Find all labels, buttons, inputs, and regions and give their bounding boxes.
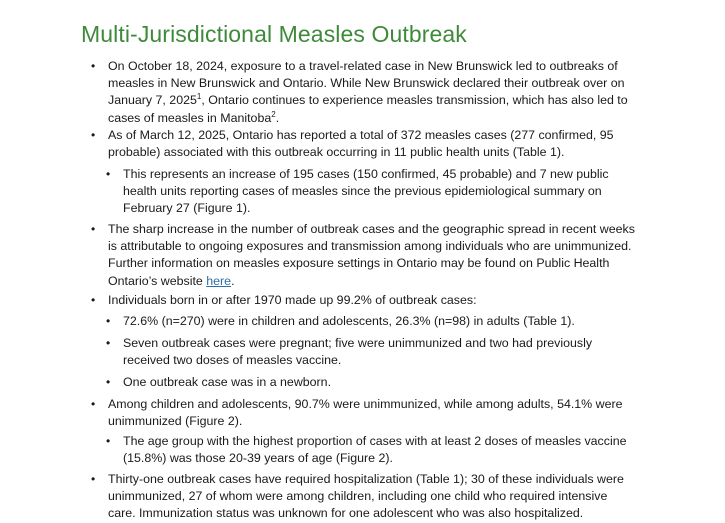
subbullet-case-increase: • This represents an increase of 195 cases (150 confirmed, 45 probable) and 7 new public health units reporting cases of measles since the previous epidemiological summary on February 27 (Figure 1). [123, 166, 638, 218]
page-title: Multi-Jurisdictional Measles Outbreak [81, 21, 467, 47]
subbullet-children-adults: • 72.6% (n=270) were in children and adolescents, 26.3% (n=98) in adults (Table 1). [123, 313, 638, 330]
bullet-sharp-increase: • The sharp increase in the number of outbreak cases and the geographic spread in recent weeks is attributable to ongoing exposures and transmission among individuals who are unimmunized. Further information on measles exposure settings in Ontario may be found on Public Health Ontario’s website here. [108, 221, 638, 290]
bullet-born-after-1970: • Individuals born in or after 1970 made up 99.2% of outbreak cases: [108, 292, 638, 309]
footnote-ref-2[interactable]: 2 [271, 109, 276, 119]
bullet-case-total: • As of March 12, 2025, Ontario has reported a total of 372 measles cases (277 confirmed, 95 probable) associated with this outbreak occurring in 11 public health units (Table 1). [108, 127, 638, 161]
bullet-hospitalization: • Thirty-one outbreak cases have required hospitalization (Table 1); 30 of these individuals were unimmunized, 27 of whom were among children, including one child who required intensive care. Immunization status was unknown for one adolescent who was also hospitalized. [108, 471, 638, 523]
subbullet-pregnant: • Seven outbreak cases were pregnant; five were unimmunized and two had previously received two doses of measles vaccine. [123, 335, 638, 369]
subbullet-newborn: • One outbreak case was in a newborn. [123, 374, 638, 391]
footnote-ref-1[interactable]: 1 [196, 92, 202, 102]
subbullet-age-group: • The age group with the highest proportion of cases with at least 2 doses of measles vaccine (15.8%) was those 20-39 years of age (Figure 2). [123, 433, 638, 467]
bullet-outbreak-origin: • On October 18, 2024, exposure to a travel-related case in New Brunswick led to outbreaks of measles in New Brunswick and Ontario. While New Brunswick declared their outbreak over on January 7, 2025$^1$, Ontario continues to experience measles transmission, which has also led to cases of measles in Manitoba$^2$. [108, 58, 638, 127]
here-link[interactable]: here [206, 273, 232, 288]
bullet-unimmunized: • Among children and adolescents, 90.7% were unimmunized, while among adults, 54.1% were unimmunized (Figure 2). [108, 396, 638, 430]
